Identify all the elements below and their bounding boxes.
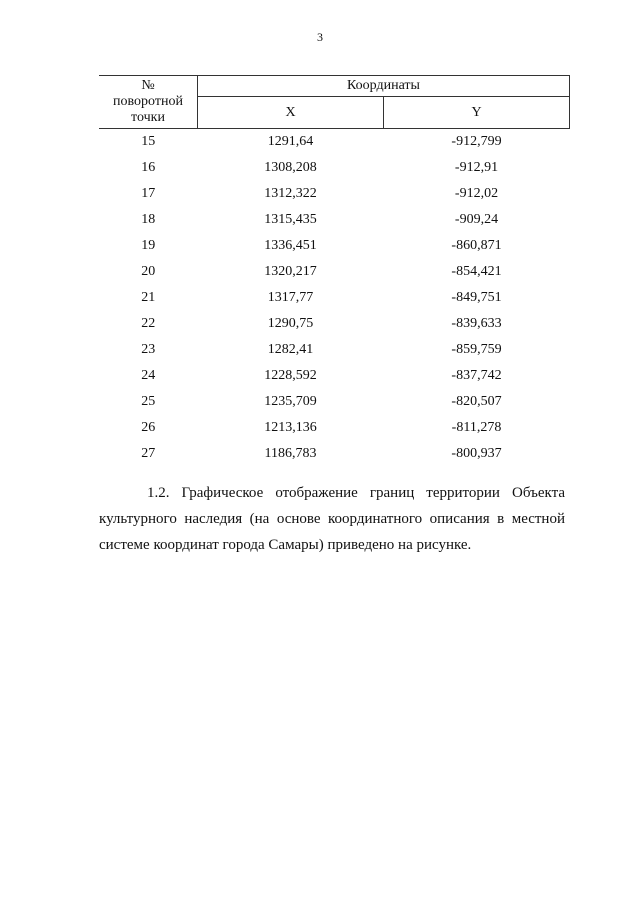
coordinates-table <box>99 75 570 467</box>
table-row <box>99 441 570 467</box>
table-row <box>99 389 570 415</box>
point-number-cell: 19 <box>141 238 156 253</box>
header-num-line-1: № <box>141 78 155 93</box>
x-cell: 1317,77 <box>267 290 314 305</box>
y-cell: -912,02 <box>454 186 499 201</box>
point-number-cell: 20 <box>141 264 156 279</box>
y-cell: -839,633 <box>451 316 502 331</box>
table-row <box>99 155 570 181</box>
table-body <box>99 129 570 468</box>
body-paragraph: 1.2. Графическое отображение границ территории Объекта культурного наследия (на основе координатного описания в местной системе координат города Самары) приведено на рисунке. <box>99 485 565 553</box>
y-cell: -860,871 <box>451 238 502 253</box>
table-row <box>99 363 570 389</box>
point-number-cell: 22 <box>141 316 156 331</box>
y-cell: -820,507 <box>451 394 502 409</box>
point-number-cell: 21 <box>141 290 156 305</box>
x-cell: 1312,322 <box>264 186 317 201</box>
header-coordinates: Координаты <box>198 76 570 97</box>
point-number-cell: 18 <box>141 212 156 227</box>
point-number-cell: 26 <box>141 420 156 435</box>
table-row <box>99 259 570 285</box>
y-cell: -859,759 <box>451 342 502 357</box>
point-number-cell: 17 <box>141 186 156 201</box>
table-row <box>99 337 570 363</box>
y-cell: -912,91 <box>454 160 499 175</box>
point-number-cell: 24 <box>141 368 156 383</box>
y-cell: -849,751 <box>451 290 502 305</box>
y-cell: -800,937 <box>451 446 502 461</box>
point-number-cell: 15 <box>141 134 156 149</box>
page-number: 3 <box>317 30 323 44</box>
table-row <box>99 233 570 259</box>
x-cell: 1228,592 <box>264 368 317 383</box>
header-num-line-2: поворотной <box>113 94 183 109</box>
x-cell: 1213,136 <box>264 420 317 435</box>
y-cell: -854,421 <box>451 264 502 279</box>
x-cell: 1235,709 <box>264 394 317 409</box>
y-cell: -837,742 <box>451 368 502 383</box>
point-number-cell: 16 <box>141 160 156 175</box>
header-y: Y <box>384 97 570 129</box>
x-cell: 1186,783 <box>264 446 317 461</box>
header-num-line-3: точки <box>131 110 165 125</box>
point-number-cell: 27 <box>141 446 156 461</box>
table-row <box>99 415 570 441</box>
x-cell: 1291,64 <box>267 134 314 149</box>
y-cell: -909,24 <box>454 212 499 227</box>
table-row <box>99 181 570 207</box>
table-row <box>99 207 570 233</box>
x-cell: 1308,208 <box>264 160 317 175</box>
x-cell: 1336,451 <box>264 238 317 253</box>
x-cell: 1290,75 <box>267 316 314 331</box>
table-row <box>99 311 570 337</box>
x-cell: 1320,217 <box>264 264 317 279</box>
y-cell: -811,278 <box>451 420 502 435</box>
x-cell: 1282,41 <box>267 342 314 357</box>
table-row <box>99 129 570 156</box>
x-cell: 1315,435 <box>264 212 317 227</box>
header-point-number <box>99 76 198 129</box>
header-x: X <box>198 97 384 129</box>
table-row <box>99 285 570 311</box>
point-number-cell: 23 <box>141 342 156 357</box>
y-cell: -912,799 <box>451 134 502 149</box>
point-number-cell: 25 <box>141 394 156 409</box>
